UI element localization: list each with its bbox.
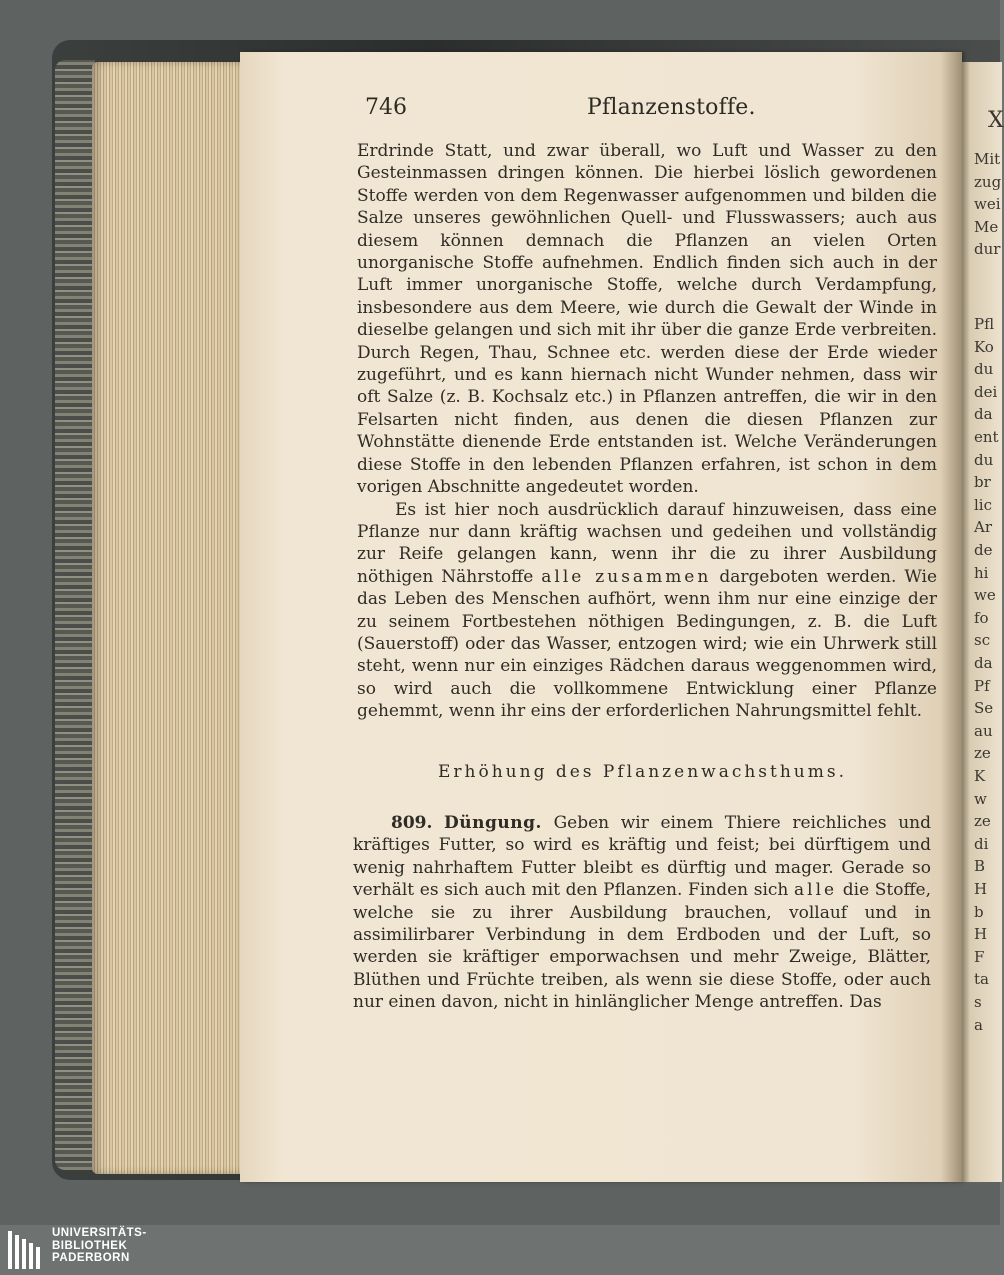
- facing-page-line: Mit: [974, 150, 1001, 168]
- facing-page-line: ent: [974, 428, 999, 446]
- section-number: 809.: [391, 813, 433, 833]
- facing-page-line: b: [974, 902, 984, 921]
- facing-page-header: X: [988, 108, 1004, 133]
- section-body: [353, 812, 931, 1014]
- facing-page-line: Se: [974, 699, 994, 718]
- facing-page-line: w: [974, 789, 987, 808]
- facing-page-line: Ko: [974, 337, 994, 356]
- facing-page-line: de: [974, 541, 993, 559]
- section-subtitle: Düngung.: [444, 813, 542, 833]
- paragraph-1: Erdrinde Statt, und zwar überall, wo Luft und Wasser zu den Gesteinmassen dringen können. Die hierbei löslich gewordenen Stoffe werden von dem Regenwasser aufgenommen und bilden die Salze unseres gewöhnlichen Quell- und Flusswassers; auch aus diesem können demnach die Pflanzen an vielen Orten unorganische Stoffe aufnehmen. Endlich finden sich auch in der Luft immer unorganische Stoffe, welche durch Verdampfung, insbesondere aus dem Meere, wie durch die Gewalt der Winde in dieselbe gelangen und sich mit ihr über die ganze Erde verbreiten. Durch Regen, Thau, Schnee etc. werden diese der Erde wieder zugeführt, und es kann hiernach nicht Wunder nehmen, dass wir oft Salze (z. B. Kochsalz etc.) in Pflanzen antreffen, die wir in den Felsarten nicht finden, aus denen die diesen Pflanzen zur Wohnstätte dienende Erde entstanden ist. Welche Veränderungen diese Stoffe in den lebenden Pflanzen erfahren, ist schon in dem vorigen Abschnitte angedeutet worden.: [357, 141, 937, 498]
- facing-page-line: ze: [974, 744, 991, 763]
- facing-page-line: Ar: [974, 518, 993, 537]
- page-body: [357, 140, 937, 723]
- facing-page-line: zug: [974, 172, 1002, 191]
- page-number: 746: [365, 95, 407, 120]
- facing-page-line: sc: [974, 631, 991, 650]
- book-spine: [55, 60, 95, 1170]
- facing-page-line: du: [974, 450, 994, 469]
- paragraph-2: [357, 499, 937, 723]
- logo-line-1: UNIVERSITÄTS-: [52, 1227, 147, 1239]
- facing-page-line: du: [974, 360, 994, 379]
- library-logo-text: [52, 1227, 252, 1265]
- facing-page-line: wei: [974, 195, 1001, 214]
- facing-page-line: lic: [974, 495, 992, 514]
- facing-page-line: di: [974, 834, 989, 853]
- section-paragraph: [353, 812, 931, 1014]
- facing-page-line: br: [974, 473, 991, 492]
- facing-page-line: s: [974, 993, 982, 1011]
- facing-page-line: K: [974, 767, 986, 785]
- facing-page: [962, 62, 1002, 1182]
- facing-page-line: a: [974, 1015, 983, 1034]
- facing-page-line: da: [974, 654, 993, 672]
- university-library-logo-icon: [6, 1229, 46, 1271]
- facing-page-line: we: [974, 586, 996, 605]
- paragraph-2-text-b: dargeboten werden. Wie das Leben des Menschen aufhört, wenn ihm nur eine einzige der zu seinem Fortbestehen nöthigen Bedingungen, z. B. die Luft (Sauerstoff) oder das Wasser, entzogen wird; wie ein Uhrwerk still steht, wenn nur ein einziges Rädchen daraus weggenommen wird, so wird auch die vollkommene Entwicklung einer Pflanze gehemmt, wenn ihr eins der erforderlichen Nahrungsmittel fehlt.: [357, 566, 938, 722]
- facing-page-line: H: [974, 880, 988, 898]
- facing-page-line: fo: [974, 608, 989, 627]
- facing-page-line: hi: [974, 563, 989, 582]
- facing-page-line: Pfl: [974, 315, 995, 333]
- facing-page-line: Me: [974, 217, 999, 236]
- paragraph-2-emphasis: alle zusammen: [541, 566, 712, 587]
- facing-page-line: ze: [974, 812, 991, 831]
- section-text-b: die Stoffe, welche sie zu ihrer Ausbildung brauchen, vollauf und in assimilirbarer Verbindung in dem Erdboden und der Luft, so werden sie kräftiger emporwachsen und mehr Zweige, Blätter, Blüthen und Früchte treiben, als wenn sie diese Stoffe, oder auch nur einen davon, nicht in hinlänglicher Menge antreffen. Das: [353, 880, 932, 1013]
- facing-page-line: dur: [974, 240, 1001, 259]
- logo-line-3: PADERBORN: [52, 1252, 130, 1264]
- facing-page-line: Pf: [974, 676, 990, 695]
- facing-page-line: da: [974, 405, 993, 424]
- logo-line-2: BIBLIOTHEK: [52, 1239, 128, 1252]
- running-title: Pflanzenstoffe.: [587, 95, 756, 120]
- page-header: [365, 95, 930, 125]
- section-text-a: Geben wir einem Thiere reichliches und kräftiges Futter, so wird es kräftig und feist; bei dürftigem und wenig nahrhaftem Futter bleibt es dürftig und mager. Gerade so verhält es sich auch mit den Pflanzen. Finden sich: [353, 813, 931, 901]
- facing-page-line: ta: [974, 970, 989, 989]
- page-edges: [92, 62, 242, 1174]
- facing-page-line: H: [974, 925, 988, 944]
- paragraph-2-text-a: Es ist hier noch ausdrücklich darauf hinzuweisen, dass eine Pflanze nur dann kräftig wachsen und gedeihen und vollständig zur Reife gelangen kann, wenn ihr die zu ihrer Ausbildung nöthigen Nährstoffe: [357, 499, 937, 587]
- facing-page-line: F: [974, 947, 985, 966]
- facing-page-line: B: [974, 857, 986, 876]
- section-emphasis: alle: [794, 880, 838, 901]
- facing-page-line: dei: [974, 382, 998, 401]
- section-heading: Erhöhung des Pflanzenwachsthums.: [438, 762, 847, 782]
- facing-page-line: au: [974, 721, 993, 740]
